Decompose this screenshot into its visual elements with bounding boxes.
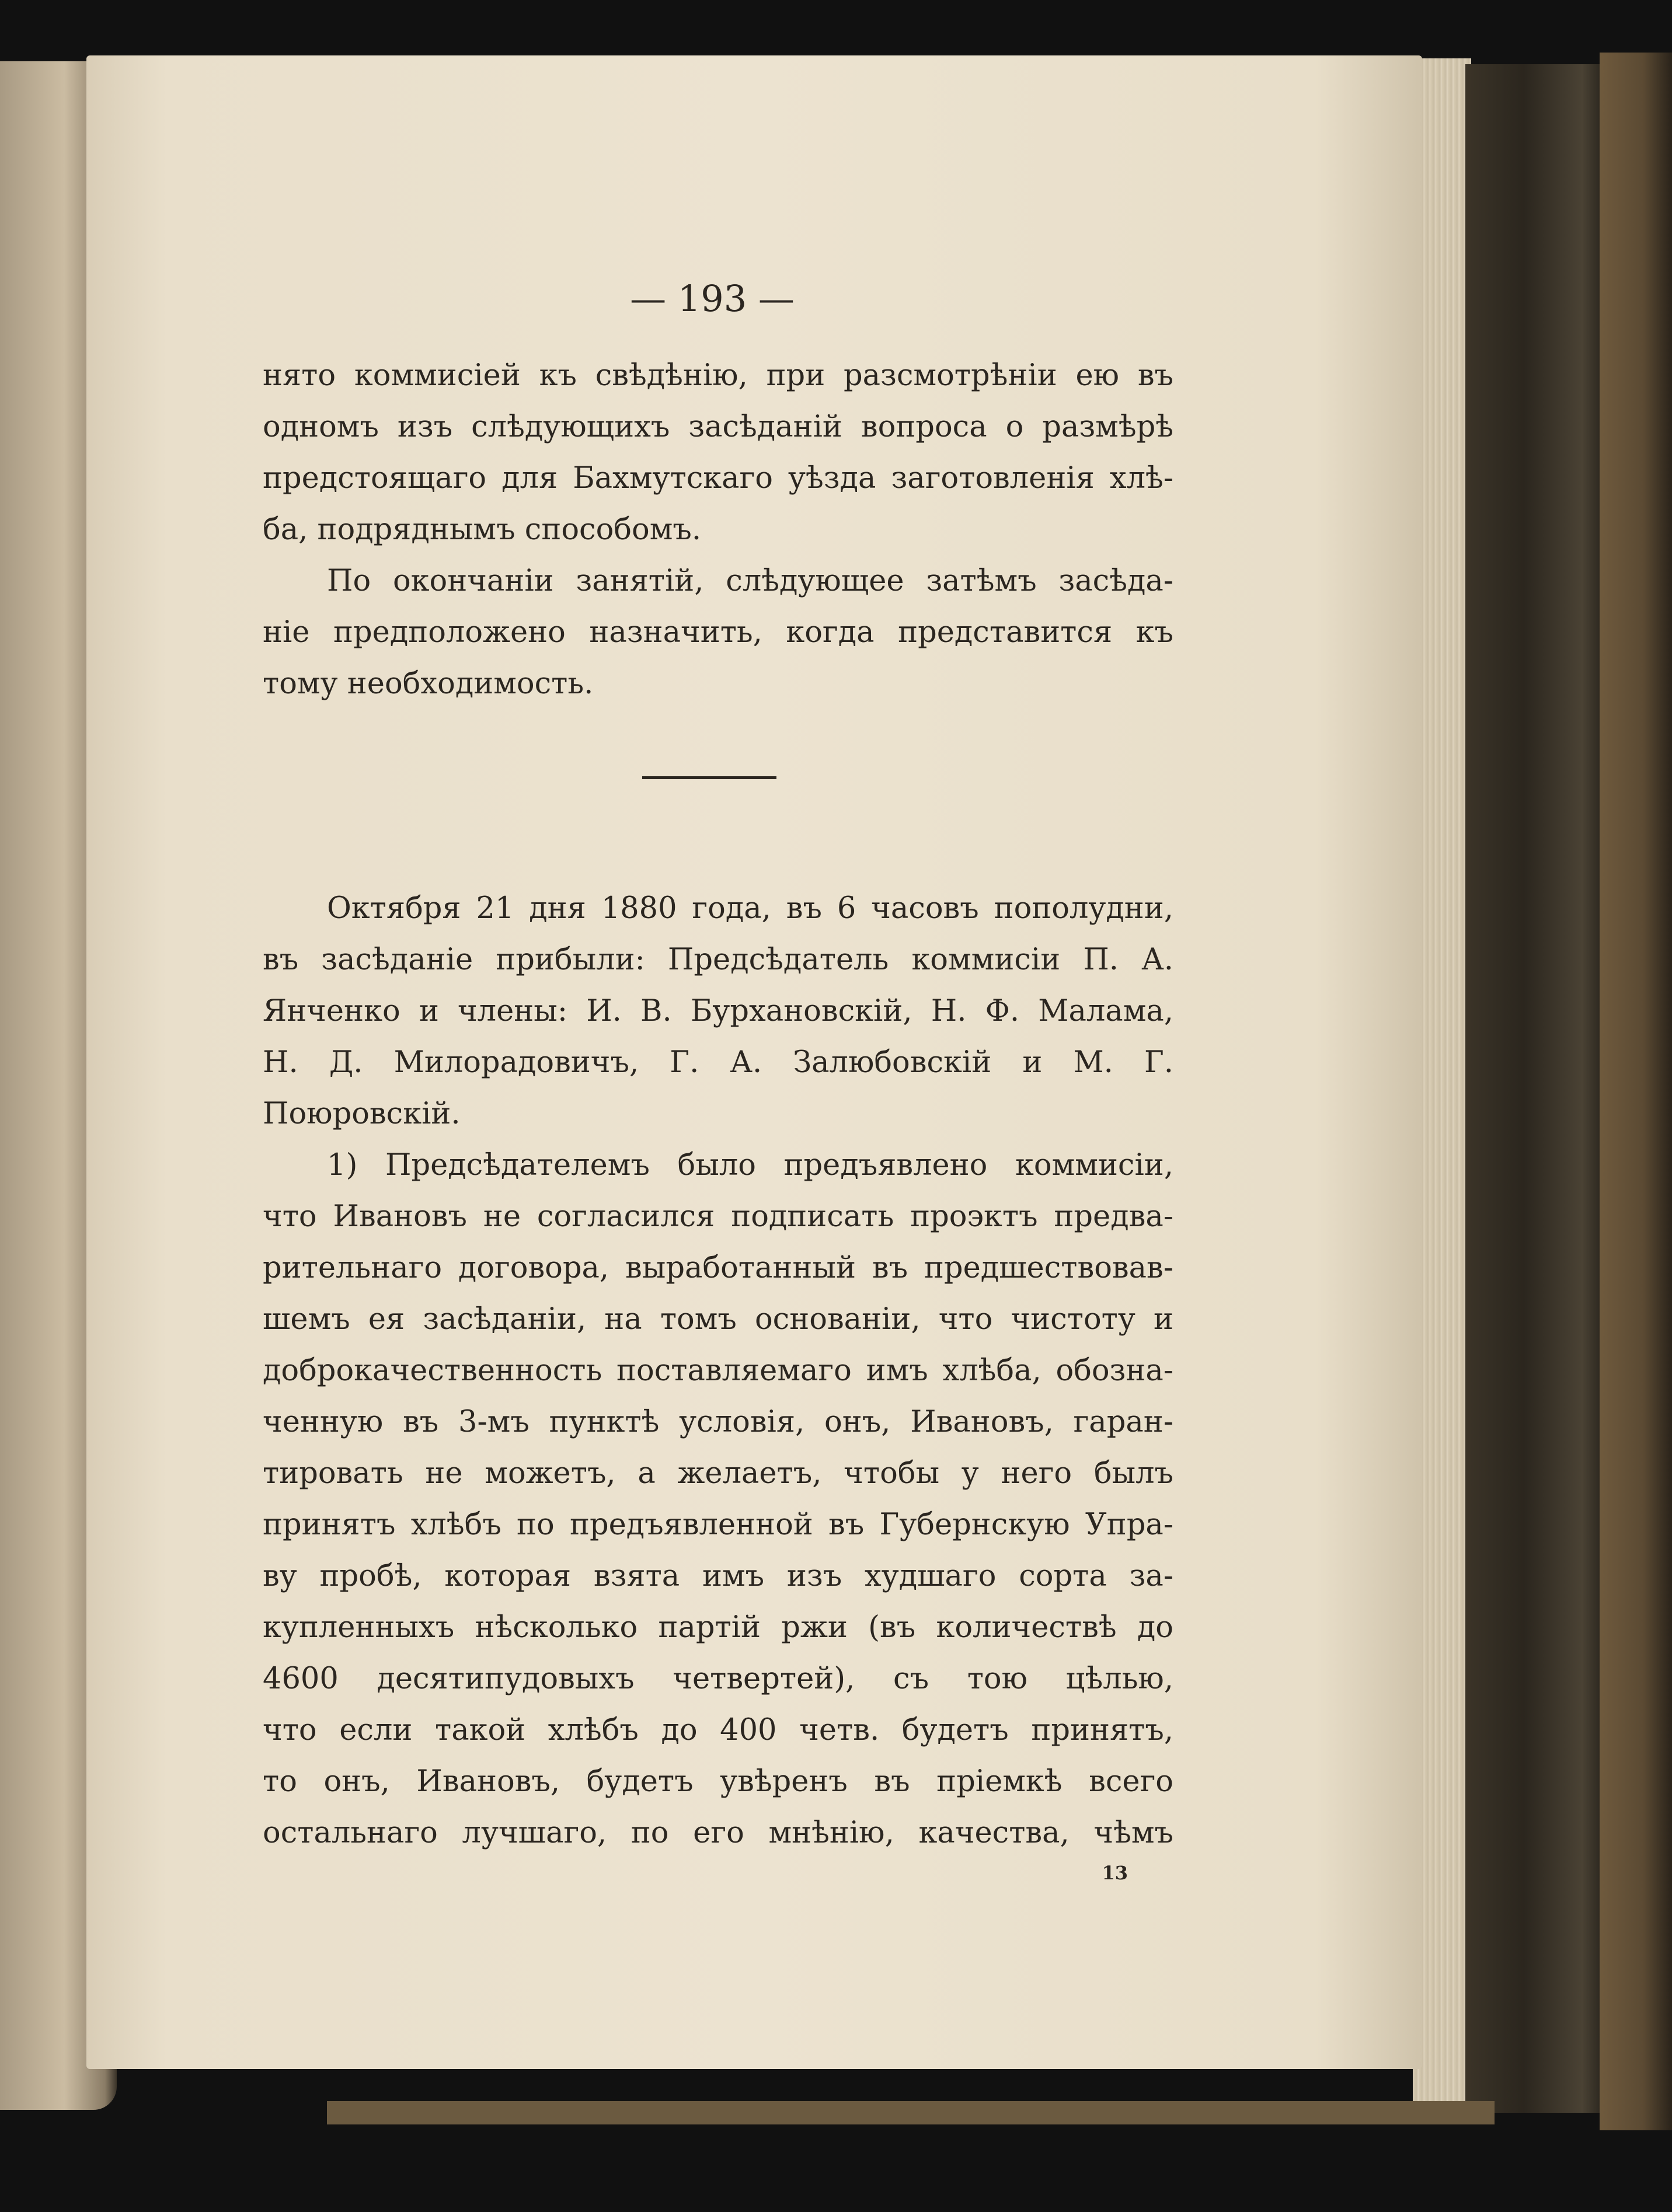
text-line: ба, подряднымъ способомъ. — [263, 512, 702, 547]
text-line: ву пробѣ, которая взята имъ изъ худшаго сорта за- — [263, 1559, 1173, 1593]
text-line: 4600 десятипудовыхъ четвертей), съ тою цѣлью, — [263, 1662, 1173, 1696]
text-line: По окончаніи занятій, слѣдующее затѣмъ засѣда- — [327, 564, 1173, 598]
section-divider — [642, 776, 776, 779]
text-line: остальнаго лучшаго, по его мнѣнію, качества, чѣмъ — [263, 1816, 1173, 1850]
text-line: Октября 21 дня 1880 года, въ 6 часовъ пополудни, — [327, 891, 1173, 926]
text-line: рительнаго договора, выработанный въ предшествовав- — [263, 1251, 1173, 1285]
text-line: одномъ изъ слѣдующихъ засѣданій вопроса о размѣрѣ — [263, 410, 1173, 444]
text-line: то онъ, Ивановъ, будетъ увѣренъ въ пріемкѣ всего — [263, 1764, 1173, 1799]
page-number: — 193 — — [630, 277, 795, 320]
text-line: тому необходимость. — [263, 667, 594, 701]
text-line: ніе предположено назначить, когда представится къ — [263, 615, 1173, 650]
text-line: ченную въ 3-мъ пунктѣ условія, онъ, Ивановъ, гаран- — [263, 1405, 1173, 1439]
text-line: доброкачественность поставляемаго имъ хлѣба, обозна- — [263, 1353, 1173, 1388]
book-cover-board — [1600, 53, 1672, 2130]
text-line: принятъ хлѣбъ по предъявленной въ Губернскую Упра- — [263, 1508, 1173, 1542]
text-line: что если такой хлѣбъ до 400 четв. будетъ принятъ, — [263, 1713, 1173, 1747]
text-line: купленныхъ нѣсколько партій ржи (въ количествѣ до — [263, 1610, 1173, 1645]
text-line: что Ивановъ не согласился подписать проэктъ предва- — [263, 1199, 1173, 1234]
text-line: Поюровскій. — [263, 1097, 461, 1131]
text-line: нято коммисіей къ свѣдѣнію, при разсмотрѣніи ею въ — [263, 358, 1173, 393]
text-line: тировать не можетъ, а желаетъ, чтобы у него былъ — [263, 1456, 1173, 1491]
text-line: Н. Д. Милорадовичъ, Г. А. Залюбовскій и М. Г. — [263, 1045, 1173, 1080]
text-line: Янченко и члены: И. В. Бурхановскій, Н. Ф. Малама, — [263, 994, 1173, 1028]
text-line: въ засѣданіе прибыли: Предсѣдатель коммисіи П. А. — [263, 943, 1173, 977]
book-bottom-edge — [327, 2101, 1495, 2124]
text-line: шемъ ея засѣданіи, на томъ основаніи, что чистоту и — [263, 1302, 1173, 1337]
signature-mark: 13 — [1102, 1862, 1128, 1884]
text-line: предстоящаго для Бахмутскаго уѣзда заготовленія хлѣ- — [263, 461, 1173, 496]
text-line: 1) Предсѣдателемъ было предъявлено коммисіи, — [327, 1148, 1173, 1182]
book-cover-edge — [1465, 64, 1611, 2113]
